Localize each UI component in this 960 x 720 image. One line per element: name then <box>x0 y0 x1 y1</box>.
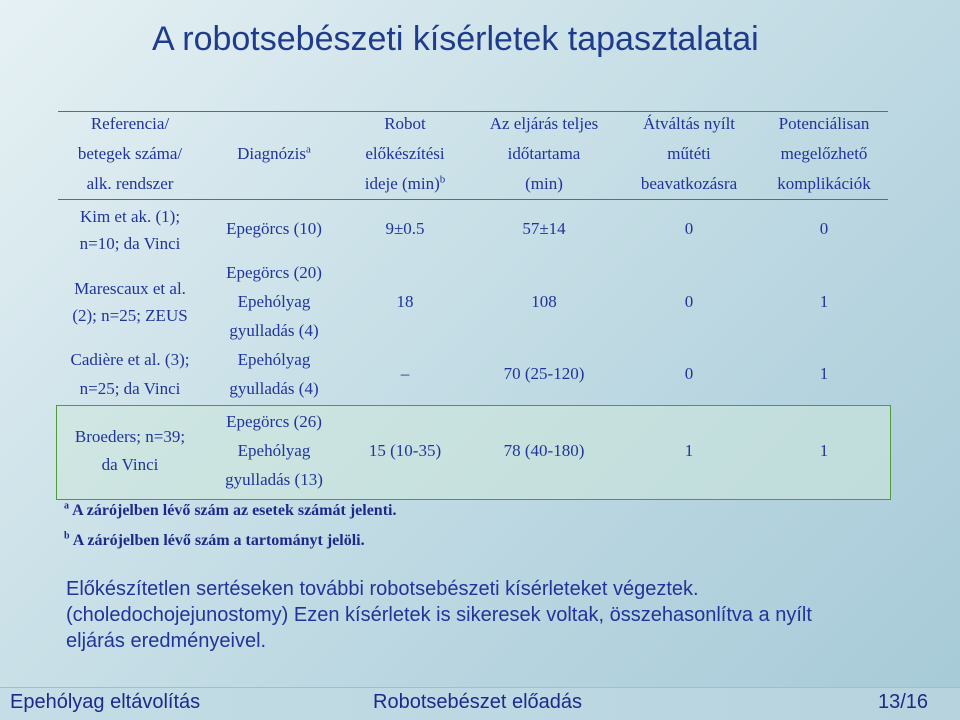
header-conversion-line3: beavatkozásra <box>640 174 738 193</box>
row1-total-time: 57±14 <box>522 219 566 238</box>
footnote-b-mark: b <box>64 530 70 542</box>
row2-total-time: 108 <box>531 292 557 311</box>
header-conversion-line1: Átváltás nyílt <box>642 114 736 133</box>
row2-reference-line1: Marescaux et al. <box>74 279 186 298</box>
header-prep-line3 <box>365 174 446 194</box>
note-line-2: (choledochojejunostomy) Ezen kísérletek is sikeresek voltak, összehasonlítva a nyílt <box>66 604 812 626</box>
row3-reference-line2: n=25; da Vinci <box>79 379 181 398</box>
row2-prep-time: 18 <box>396 292 414 311</box>
header-conversion-line2: műtéti <box>667 144 711 163</box>
row1-prep-time: 9±0.5 <box>385 219 425 238</box>
highlighted-row-box <box>56 405 891 500</box>
row3-total-time: 70 (25-120) <box>503 364 585 383</box>
row4-diagnosis-line1: Epegörcs (26) <box>226 412 322 431</box>
row4-prep-time: 15 (10-35) <box>368 441 442 460</box>
footnote-b-text: A zárójelben lévő szám a tartományt jelöli. <box>72 532 365 549</box>
row4-complications: 1 <box>819 441 829 460</box>
row2-reference-line2: (2); n=25; ZEUS <box>72 306 188 325</box>
row3-diagnosis-line2: gyulladás (4) <box>229 379 319 398</box>
table-header-rule <box>58 199 888 200</box>
row4-diagnosis-line2: Epehólyag <box>237 441 311 460</box>
slide-title: A robotsebészeti kísérletek tapasztalatai <box>152 20 759 58</box>
header-total-line3: (min) <box>525 174 563 193</box>
footer-topic: Epehólyag eltávolítás <box>10 691 201 713</box>
header-reference-line1: Referencia/ <box>90 114 170 133</box>
row2-diagnosis-line3: gyulladás (4) <box>229 321 319 340</box>
row2-diagnosis-line2: Epehólyag <box>237 292 311 311</box>
footnote-b <box>64 532 365 550</box>
header-prep-sup: b <box>439 173 446 186</box>
header-diagnosis-sup: a <box>306 143 311 156</box>
row3-reference-line1: Cadière et al. (3); <box>70 350 190 369</box>
row4-total-time: 78 (40-180) <box>503 441 585 460</box>
row2-complications: 1 <box>819 292 829 311</box>
row4-conversion: 1 <box>684 441 694 460</box>
row4-reference-line2: da Vinci <box>101 455 159 474</box>
header-prep-line2: előkészítési <box>365 144 445 163</box>
row2-diagnosis-line1: Epegörcs (20) <box>226 263 322 282</box>
table-top-rule <box>58 111 888 112</box>
header-diagnosis <box>237 144 311 164</box>
note-line-1: Előkészítetlen sertéseken további robotsebészeti kísérleteket végeztek. <box>66 578 699 600</box>
header-reference-line3: alk. rendszer <box>86 174 174 193</box>
header-total-line1: Az eljárás teljes <box>489 114 599 133</box>
header-complications-line1: Potenciálisan <box>778 114 870 133</box>
row1-reference-line1: Kim et ak. (1); <box>79 207 181 226</box>
row3-conversion: 0 <box>684 364 694 383</box>
footer-course: Robotsebészet előadás <box>373 691 583 713</box>
row3-complications: 1 <box>819 364 829 383</box>
footnote-a-text: A zárójelben lévő szám az esetek számát jelenti. <box>72 502 397 519</box>
row4-diagnosis-line3: gyulladás (13) <box>225 470 323 489</box>
footnote-a-mark: a <box>64 500 69 512</box>
row1-conversion: 0 <box>684 219 694 238</box>
row3-diagnosis-line1: Epehólyag <box>237 350 311 369</box>
header-reference-line2: betegek száma/ <box>77 144 183 163</box>
header-prep-line1: Robot <box>384 114 426 133</box>
row1-reference-line2: n=10; da Vinci <box>79 234 181 253</box>
header-diagnosis-text: Diagnózis <box>237 144 307 163</box>
row3-prep-time: – <box>400 364 410 383</box>
row1-complications: 0 <box>819 219 829 238</box>
row1-diagnosis: Epegörcs (10) <box>226 219 322 238</box>
footnote-a <box>64 502 396 520</box>
header-total-line2: időtartama <box>507 144 581 163</box>
header-complications-line2: megelőzhető <box>780 144 868 163</box>
note-line-3: eljárás eredményeivel. <box>66 630 267 652</box>
header-prep-line3-text: ideje (min) <box>364 174 440 193</box>
footer-page-number: 13/16 <box>878 691 929 713</box>
row2-conversion: 0 <box>684 292 694 311</box>
header-complications-line3: komplikációk <box>777 174 871 193</box>
row4-reference-line1: Broeders; n=39; <box>74 427 186 446</box>
